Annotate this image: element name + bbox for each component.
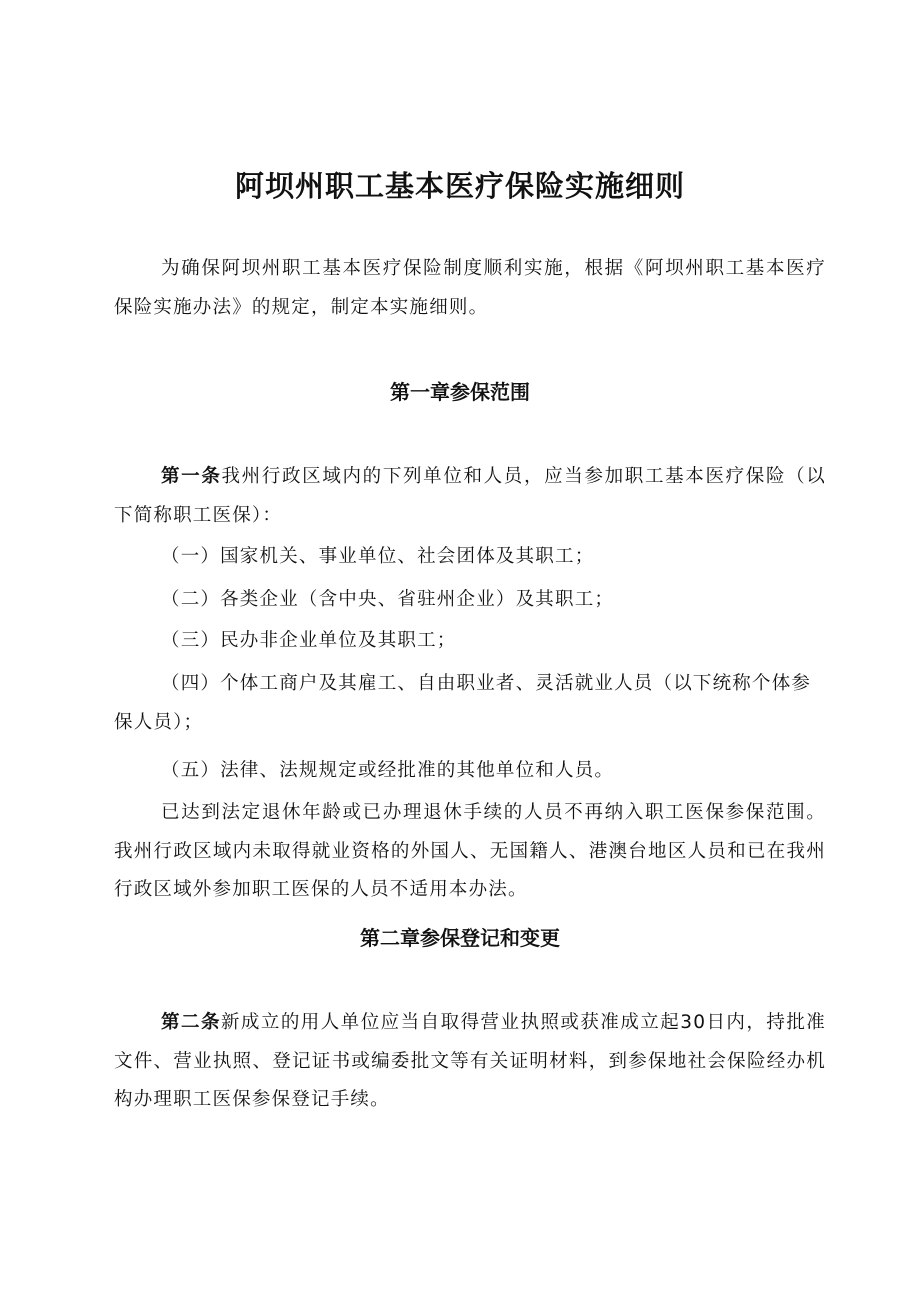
exclusion-paragraph: 已达到法定退休年龄或已办理退休手续的人员不再纳入职工医保参保范围。我州行政区域内未取得就业资格的外国人、无国籍人、港澳台地区人员和已在我州行政区域外参加职工医保的人员不适用本办法。 <box>114 802 826 900</box>
article-2-paragraph <box>114 1004 826 1120</box>
chapter-2-heading: 第二章参保登记和变更 <box>360 926 560 950</box>
article-2-text: 新成立的用人单位应当自取得营业执照或获准成立起30日内，持批准文件、营业执照、登记证书或编委批文等有关证明材料，到参保地社会保险经办机构办理职工医保参保登记手续。 <box>114 1012 826 1110</box>
list-item: （四）个体工商户及其雇工、自由职业者、灵活就业人员（以下统称个体参保人员）； <box>114 673 812 733</box>
list-item: （一）国家机关、事业单位、社会团体及其职工； <box>161 546 595 567</box>
chapter-1-heading: 第一章参保范围 <box>390 380 530 404</box>
article-1-label: 第一条 <box>161 466 222 487</box>
article-1-paragraph <box>114 458 826 535</box>
document-title: 阿坝州职工基本医疗保险实施细则 <box>234 169 685 203</box>
list-item: （二）各类企业（含中央、省驻州企业）及其职工； <box>161 589 615 610</box>
article-2-label: 第二条 <box>161 1012 221 1033</box>
preamble-paragraph: 为确保阿坝州职工基本医疗保险制度顺利实施，根据《阿坝州职工基本医疗保险实施办法》的规定，制定本实施细则。 <box>114 258 826 318</box>
list-item: （五）法律、法规规定或经批准的其他单位和人员。 <box>161 760 615 781</box>
article-1-text: 我州行政区域内的下列单位和人员，应当参加职工基本医疗保险（以下简称职工医保）： <box>114 466 826 526</box>
list-item: （三）民办非企业单位及其职工； <box>161 630 457 651</box>
